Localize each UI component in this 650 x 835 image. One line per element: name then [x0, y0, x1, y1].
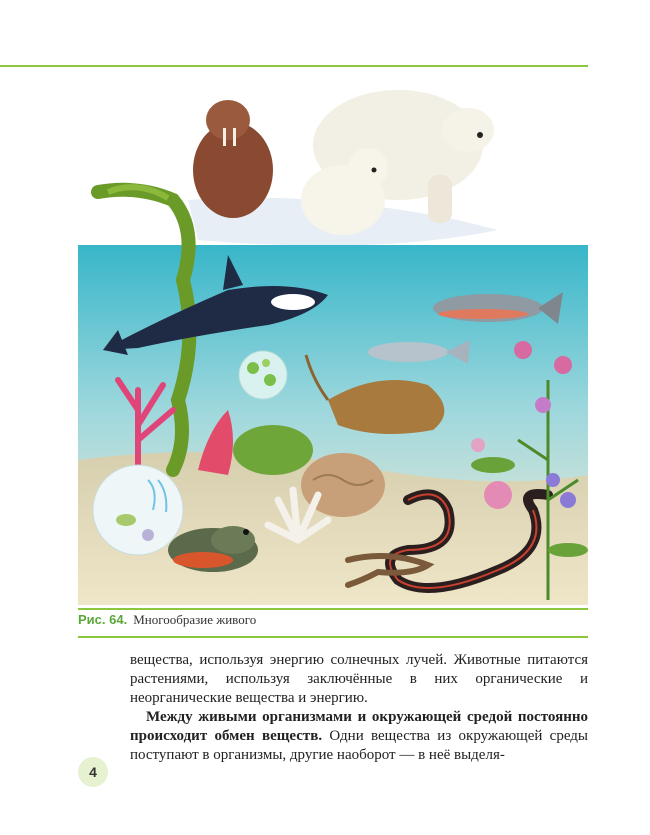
figure-biodiversity-illustration: [78, 80, 588, 605]
figure-caption-text: Многообразие живого: [133, 612, 257, 627]
figure-caption: [78, 612, 256, 628]
illustration: [78, 80, 588, 605]
paragraph-1: вещества, используя энергию солнечных лучей. Животные питаются растениями, используя заключённые в них органические и неорганические вещества и энергию.: [130, 652, 588, 706]
paragraph-2-bold: Между живыми организмами и окружающей средой постоянно происходит обмен веществ.: [130, 709, 588, 744]
body-text: [130, 651, 588, 765]
paragraph-2: [130, 708, 588, 765]
plankton-bubble-icon: [239, 351, 287, 399]
seaweed-icon: [233, 425, 313, 475]
paragraph-2-rest: Одни вещества из окружающей среды поступают в организмы, другие наоборот — в неё выделя-: [130, 728, 588, 763]
caption-bottom-rule: [78, 636, 588, 638]
protozoa-bubble-icon: [93, 465, 183, 555]
caption-top-rule: [78, 608, 588, 610]
page-number: 4: [78, 757, 108, 787]
figure-label: Рис. 64.: [78, 612, 128, 627]
header-rule: [0, 65, 588, 67]
